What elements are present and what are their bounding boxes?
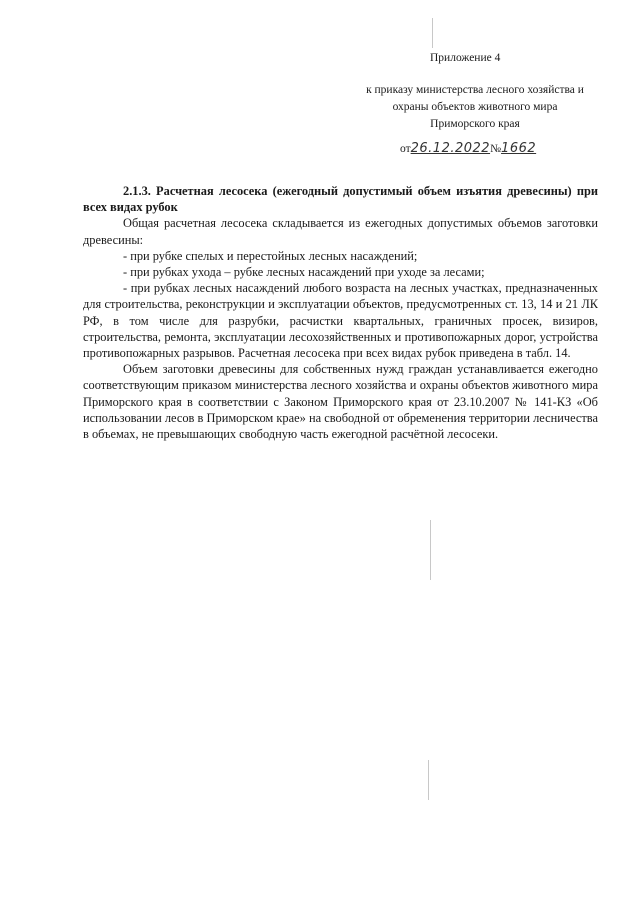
- list-item: - при рубке спелых и перестойных лесных насаждений;: [123, 248, 418, 263]
- handwritten-number: 1662: [501, 141, 537, 156]
- section-heading: 2.1.3. Расчетная лесосека (ежегодный допустимый объем изъятия древесины) при всех видах рубок: [83, 184, 598, 215]
- handwritten-date: 26.12.2022: [410, 141, 491, 156]
- scan-artifact-line: [430, 520, 431, 580]
- date-prefix: от: [400, 143, 411, 155]
- order-line: охраны объектов животного мира: [392, 101, 558, 113]
- scan-artifact-line: [432, 18, 433, 48]
- order-line: к приказу министерства лесного хозяйства и: [366, 84, 584, 96]
- number-prefix: №: [490, 143, 502, 155]
- closing-paragraph: Объем заготовки древесины для собственных нужд граждан устанавливается ежегодно соответствующим приказом министерства лесного хозяйства и охраны объектов животного мира Приморского края в соответствии с Законом Приморского края от 23.10.2007 № 141-КЗ «Об использовании лесов в Приморском крае» на свободной от обременения территории лесничества в объемах, не превышающих свободную часть ежегодной расчётной лесосеки.: [83, 362, 598, 442]
- intro-paragraph: Общая расчетная лесосека складывается из ежегодных допустимых объемов заготовки древесины:: [83, 216, 598, 247]
- list-item: - при рубках ухода – рубке лесных насаждений при уходе за лесами;: [123, 265, 485, 280]
- appendix-title: Приложение 4: [430, 52, 501, 64]
- order-reference: [330, 82, 620, 133]
- list-item: - при рубках лесных насаждений любого возраста на лесных участках, предназначенных для строительства, реконструкции и эксплуатации объектов, предусмотренных ст. 13, 14 и 21 ЛК РФ, в том числе для разрубки, расчистки квартальных, граничных просек, визиров, строительства, ремонта, эксплуатации лесохозяйственных и противопожарных дорог, устройства противопожарных разрывов. Расчетная лесосека при всех видах рубок приведена в табл. 14.: [83, 281, 598, 361]
- section-body: [83, 183, 598, 442]
- order-line: Приморского края: [430, 118, 520, 130]
- scan-artifact-line: [428, 760, 429, 800]
- order-date-number: [400, 140, 536, 156]
